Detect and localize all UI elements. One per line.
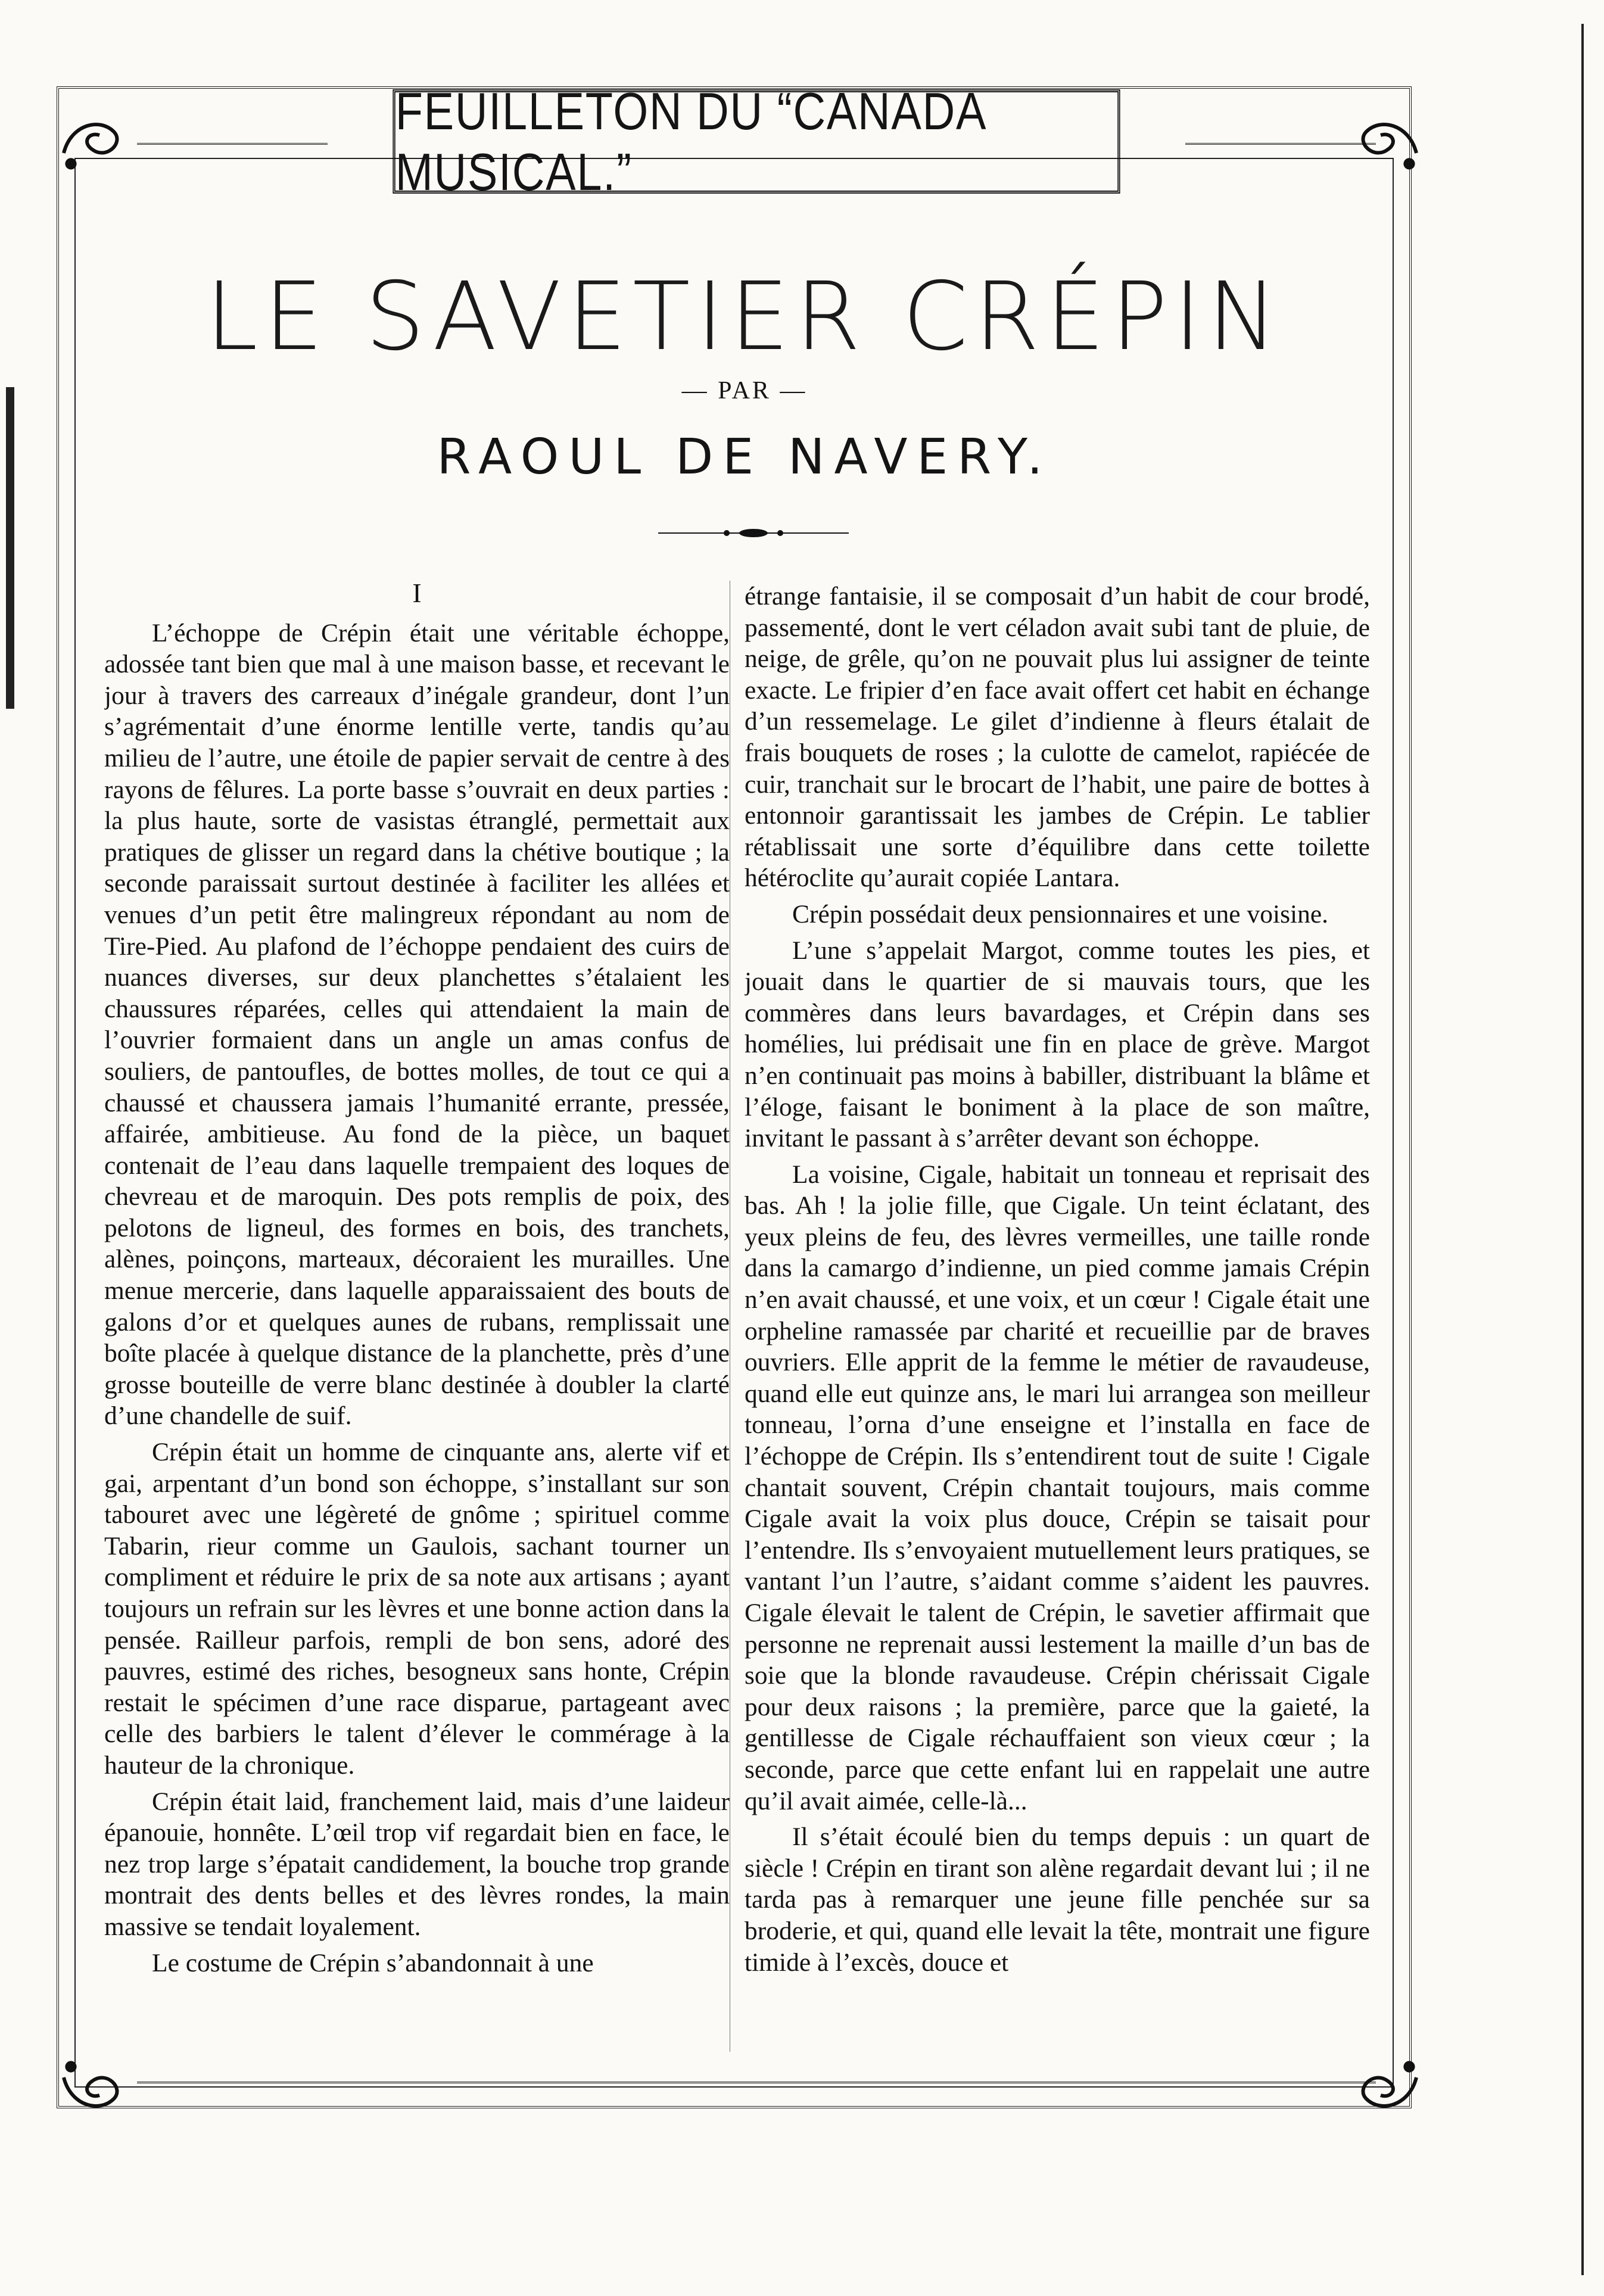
- article-title: LE SAVETIER CRÉPIN: [205, 262, 1284, 372]
- byline-par: — PAR —: [681, 377, 808, 404]
- corner-ornament-top-right: [1352, 110, 1424, 182]
- paragraph: La voisine, Cigale, habitait un tonneau et reprisait des bas. Ah ! la jolie fille, que Cigale. Un teint éclatant, des yeux pleins de feu, des lèvres vermeilles, une taille ronde dans la camargo d’indienne, un pied comme jamais Crépin n’en avait chaussé, et une voix, et un cœur ! Cigale était une orpheline ramassée par charité et recueillie par de braves ouvriers. Elle apprit de la femme le métier de ravaudeuse, quand elle eut quinze ans, le mari lui arrangea son meilleur tonneau, l’orna d’une enseigne et l’installa en face de l’échoppe de Crépin. Ils s’entendirent tout de suite ! Cigale chantait souvent, Crépin chantait toujours, mais comme Cigale avait la voix plus douce, Crépin se taisait pour l’entendre. Ils s’envoyaient mutuellement leurs pratiques, se vantant l’un l’autre, s’aidant comme s’aident les pauvres. Cigale élevait le talent de Crépin, le savetier affirmait que personne ne reprenait aussi lestement la maille d’un bas de soie que la blonde ravaudeuse. Crépin chérissait Cigale pour deux raisons ; la première, parce que la gaieté, la gentillesse de Cigale réchauffaient son vieux cœur ; la seconde, parce que cette enfant lui en rappelait une autre qu’il avait aimée, celle-là...: [745, 1160, 1370, 1815]
- text-column-left: [104, 578, 730, 2067]
- author-name: RAOUL DE NAVERY.: [437, 429, 1052, 485]
- paragraph: Il s’était écoulé bien du temps depuis : un quart de siècle ! Crépin en tirant son alène regardait devant lui ; il ne tarda pas à remarquer une jeune fille penchée sur sa broderie, et qui, quand elle levait la tête, montrait une figure timide à l’excès, douce et: [745, 1823, 1370, 1977]
- masthead-rule-right: [1185, 143, 1376, 145]
- text-column-right: [745, 581, 1370, 2070]
- paragraph: Le costume de Crépin s’abandonnait à une: [152, 1948, 594, 1977]
- scan-edge-mark-left: [6, 387, 14, 709]
- paragraph: Crépin était laid, franchement laid, mais d’une laideur épanouie, honnête. L’œil trop vif regardait bien en face, le nez trop large s’épatait candidement, la bouche trop grande montrait des dents belles et des lèvres rondes, la main massive se tendait loyalement.: [104, 1787, 730, 1941]
- masthead-rule-left: [137, 143, 328, 145]
- paragraph: L’une s’appelait Margot, comme toutes les pies, et jouait dans le quartier de si mauvais tours, que les commères dans leurs bavardages, et Crépin dans ses homélies, lui prédisait une fin en place de grève. Margot n’en continuait pas moins à babiller, distribuant la blâme et l’éloge, faisant le boniment à la place de son maître, invitant le passant à s’arrêter devant son échoppe.: [745, 936, 1370, 1153]
- masthead-banner: FEUILLETON DU “CANADA MUSICAL.”: [393, 89, 1120, 194]
- bottom-rule: [137, 2082, 1376, 2083]
- paragraph: étrange fantaisie, il se composait d’un habit de cour brodé, passementé, dont le vert céladon avait subi tant de pluie, de neige, de grêle, qu’on ne pouvait plus lui assigner de teinte exacte. Le fripier d’en face avait offert cet habit en échange d’un ressemelage. Le gilet d’indienne à fleurs étalait de frais bouquets de roses ; la culotte de camelot, rapiécée de cuir, tranchait sur le brocart de l’habit, une paire de bottes à entonnoir garantissait les jambes de Crépin. Le tablier rétablissait une sorte d’équilibre dans cette toilette hétéroclite qu’aurait copiée Lantara.: [745, 582, 1370, 893]
- chapter-number: I: [412, 578, 422, 608]
- paragraph: Crépin était un homme de cinquante ans, alerte vif et gai, arpentant d’un bond son échoppe, s’installant sur son tabouret avec une légèreté de gnôme ; spirituel comme Tabarin, rieur comme un Gaulois, sachant tourner un compliment et réduire le prix de sa note aux artisans ; ayant toujours un refrain sur les lèvres et une bonne action dans la pensée. Railleur parfois, rempli de bon sens, adoré des pauvres, estimé des riches, besogneux sans honte, Crépin restait le spécimen d’une race disparue, partageant avec celle des barbiers le talent d’élever le commérage à la hauteur de la chronique.: [104, 1438, 730, 1780]
- paragraph: Crépin possédait deux pensionnaires et une voisine.: [792, 899, 1329, 929]
- scan-edge-line: [1581, 24, 1584, 2275]
- corner-ornament-top-left: [57, 110, 128, 182]
- paragraph: L’échoppe de Crépin était une véritable échoppe, adossée tant bien que mal à une maison basse, et recevant le jour à travers des carreaux d’inégale grandeur, dont l’un s’agrémentait d’une énorme lentille verte, tandis qu’au milieu de l’autre, une étoile de papier servait de centre à des rayons de fêlures. La porte basse s’ouvrait en deux parties : la plus haute, sorte de vasistas étranglé, permettait aux pratiques de glisser un regard dans la chétive boutique ; la seconde paraissait surtout destinée à faciliter les allées et venues d’un petit être malingreux répondant au nom de Tire-Pied. Au plafond de l’échoppe pendaient des cuirs de nuances diverses, sur deux planchettes s’étalaient les chaussures réparées, celles qui attendaient la main de l’ouvrier formaient dans un angle un amas confus de souliers, de pantoufles, de bottes molles, de tout ce qui a chaussé et chaussera jamais l’humanité errante, pressée, affairée, ambitieuse. Au fond de la pièce, un baquet contenait de l’eau dans laquelle trempaient des loques de chevreau et de maroquin. Des pots remplis de poix, des pelotons de ligneul, des formes en bois, des tranchets, alènes, poinçons, marteaux, décoraient les murailles. Une menue mercerie, dans laquelle apparaissaient des bouts de galons d’or et quelques aunes de rubans, remplissait une boîte placée à quelque distance de la planchette, près d’une grosse bouteille de verre blanc destinée à doubler la clarté d’une chandelle de suif.: [104, 618, 730, 1431]
- title-divider: [658, 524, 849, 542]
